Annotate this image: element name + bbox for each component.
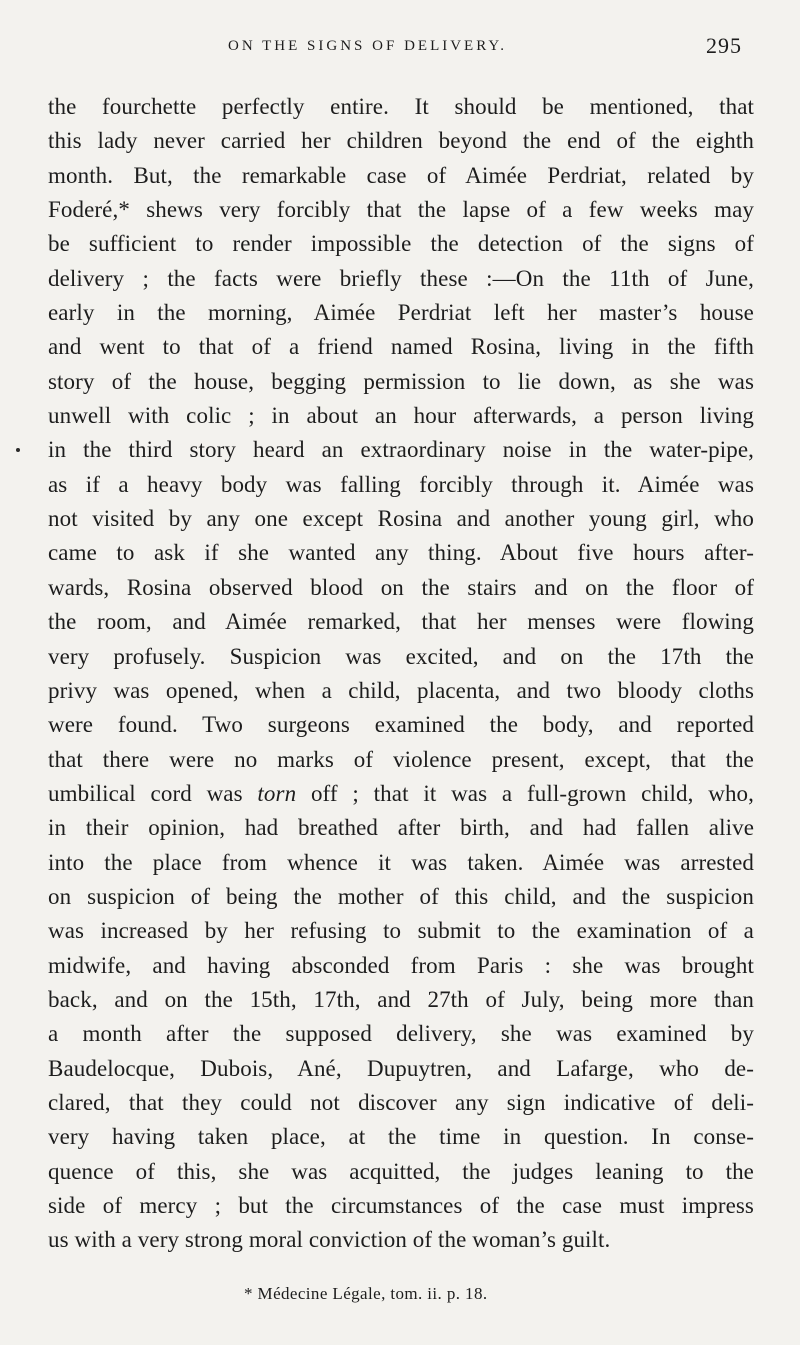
text-line: in their opinion, had breathed after birth, and had fallen alive bbox=[48, 815, 754, 841]
text-line: delivery ; the facts were briefly these :—On the 11th of June, bbox=[48, 265, 754, 291]
footnote: * Médecine Légale, tom. ii. p. 18. bbox=[244, 1284, 488, 1303]
text-line: privy was opened, when a child, placenta, and two bloody cloths bbox=[48, 677, 754, 703]
text-line: Foderé,* shews very forcibly that the lapse of a few weeks may bbox=[48, 197, 754, 223]
text-line: quence of this, she was acquitted, the judges leaning to the bbox=[48, 1158, 754, 1184]
text-line: came to ask if she wanted any thing. About five hours after- bbox=[48, 540, 754, 566]
text-line: were found. Two surgeons examined the body, and reported bbox=[48, 712, 754, 738]
italic-word: torn bbox=[257, 780, 297, 806]
text-line: clared, that they could not discover any sign indicative of deli- bbox=[48, 1089, 754, 1115]
margin-mark bbox=[16, 448, 20, 452]
text-line: was increased by her refusing to submit to the examination of a bbox=[48, 918, 754, 944]
text-line: Baudelocque, Dubois, Ané, Dupuytren, and Lafarge, who de- bbox=[48, 1055, 754, 1081]
text-fragment: umbilical cord was bbox=[48, 780, 258, 806]
text-line: the room, and Aimée remarked, that her menses were flowing bbox=[48, 609, 754, 635]
text-line: be sufficient to render impossible the detection of the signs of bbox=[48, 231, 754, 257]
text-line: midwife, and having absconded from Paris : she was brought bbox=[48, 952, 754, 978]
text-line: that there were no marks of violence present, except, that the bbox=[48, 746, 754, 772]
text-line: month. But, the remarkable case of Aimée Perdriat, related by bbox=[48, 162, 754, 188]
text-line: very having taken place, at the time in question. In conse- bbox=[48, 1124, 754, 1150]
text-line: a month after the supposed delivery, she was examined by bbox=[48, 1021, 754, 1047]
text-fragment: off ; that it was a full-grown child, who, bbox=[296, 780, 755, 806]
text-line: in the third story heard an extraordinary noise in the water-pipe, bbox=[48, 437, 754, 463]
text-line: early in the morning, Aimée Perdriat left her master’s house bbox=[48, 300, 754, 326]
text-line: back, and on the 15th, 17th, and 27th of July, being more than bbox=[48, 986, 754, 1012]
text-line: this lady never carried her children beyond the end of the eighth bbox=[48, 128, 754, 154]
text-line-with-italic bbox=[48, 777, 754, 811]
text-line: wards, Rosina observed blood on the stairs and on the floor of bbox=[48, 574, 754, 600]
text-line: as if a heavy body was falling forcibly through it. Aimée was bbox=[48, 471, 754, 497]
text-line: side of mercy ; but the circumstances of the case must impress bbox=[48, 1193, 754, 1218]
text-line: the fourchette perfectly entire. It should be mentioned, that bbox=[48, 94, 754, 119]
text-line: into the place from whence it was taken. Aimée was arrested bbox=[48, 849, 754, 875]
text-line: unwell with colic ; in about an hour afterwards, a person living bbox=[48, 403, 754, 429]
text-line: us with a very strong moral conviction of the woman’s guilt. bbox=[48, 1227, 611, 1253]
text-line: on suspicion of being the mother of this child, and the suspicion bbox=[48, 883, 754, 909]
text-line: not visited by any one except Rosina and another young girl, who bbox=[48, 506, 754, 532]
running-header bbox=[0, 33, 800, 66]
running-title: ON THE SIGNS OF DELIVERY. bbox=[228, 38, 508, 54]
page-number: 295 bbox=[706, 33, 742, 58]
text-line: story of the house, begging permission to lie down, as she was bbox=[48, 368, 754, 394]
body-text bbox=[48, 90, 754, 1258]
text-line: very profusely. Suspicion was excited, and on the 17th the bbox=[48, 643, 754, 669]
text-line: and went to that of a friend named Rosina, living in the fifth bbox=[48, 334, 754, 360]
